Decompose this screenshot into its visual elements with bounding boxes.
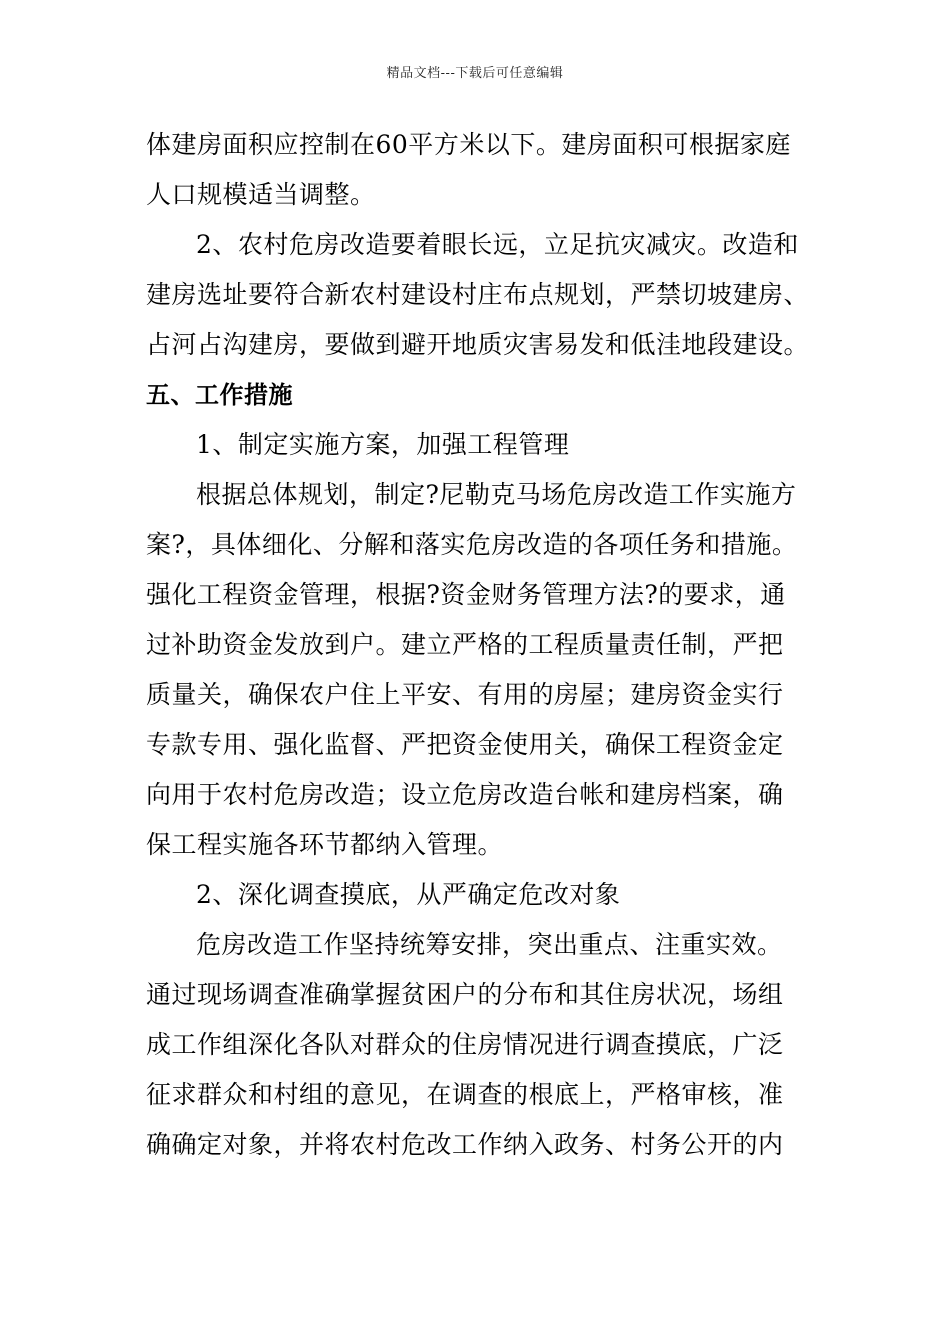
text-line: 向用于农村危房改造；设立危房改造台帐和建房档案，确	[146, 780, 784, 809]
text-line: 建房选址要符合新农村建设村庄布点规划，严禁切坡建房、	[146, 280, 810, 309]
subsection-heading: 2、深化调查摸底，从严确定危改对象	[196, 880, 621, 909]
text-line: 质量关，确保农户住上平安、有用的房屋；建房资金实行	[146, 680, 784, 709]
text-line: 占河占沟建房，要做到避开地质灾害易发和低洼地段建设。	[146, 330, 810, 359]
text-line: 人口规模适当调整。	[146, 180, 376, 209]
paragraph-start: 2、农村危房改造要着眼长远，立足抗灾减灾。改造和	[196, 230, 799, 259]
text-line: 通过现场调查准确掌握贫困户的分布和其住房状况，场组	[146, 980, 784, 1009]
text-line: 专款专用、强化监督、严把资金使用关，确保工程资金定	[146, 730, 784, 759]
text-line: 成工作组深化各队对群众的住房情况进行调查摸底，广泛	[146, 1030, 784, 1059]
text-line: 确确定对象，并将农村危改工作纳入政务、村务公开的内	[146, 1130, 784, 1159]
text-line: 过补助资金发放到户。建立严格的工程质量责任制，严把	[146, 630, 784, 659]
paragraph-start: 危房改造工作坚持统筹安排，突出重点、注重实效。	[196, 930, 783, 959]
text-line: 案?，具体细化、分解和落实危房改造的各项任务和措施。	[146, 530, 798, 559]
document-body	[146, 120, 810, 1170]
text-line: 体建房面积应控制在60平方米以下。建房面积可根据家庭	[146, 130, 791, 159]
subsection-heading: 1、制定实施方案，加强工程管理	[196, 430, 570, 459]
text-line: 保工程实施各环节都纳入管理。	[146, 830, 504, 859]
page-header: 精品文档---下载后可任意编辑	[386, 66, 564, 81]
text-line: 征求群众和村组的意见，在调查的根底上，严格审核，准	[146, 1080, 784, 1109]
paragraph-start: 根据总体规划，制定?尼勒克马场危房改造工作实施方	[196, 480, 797, 509]
text-line: 强化工程资金管理，根据?资金财务管理方法?的要求，通	[146, 580, 786, 609]
section-heading: 五、工作措施	[146, 381, 293, 409]
